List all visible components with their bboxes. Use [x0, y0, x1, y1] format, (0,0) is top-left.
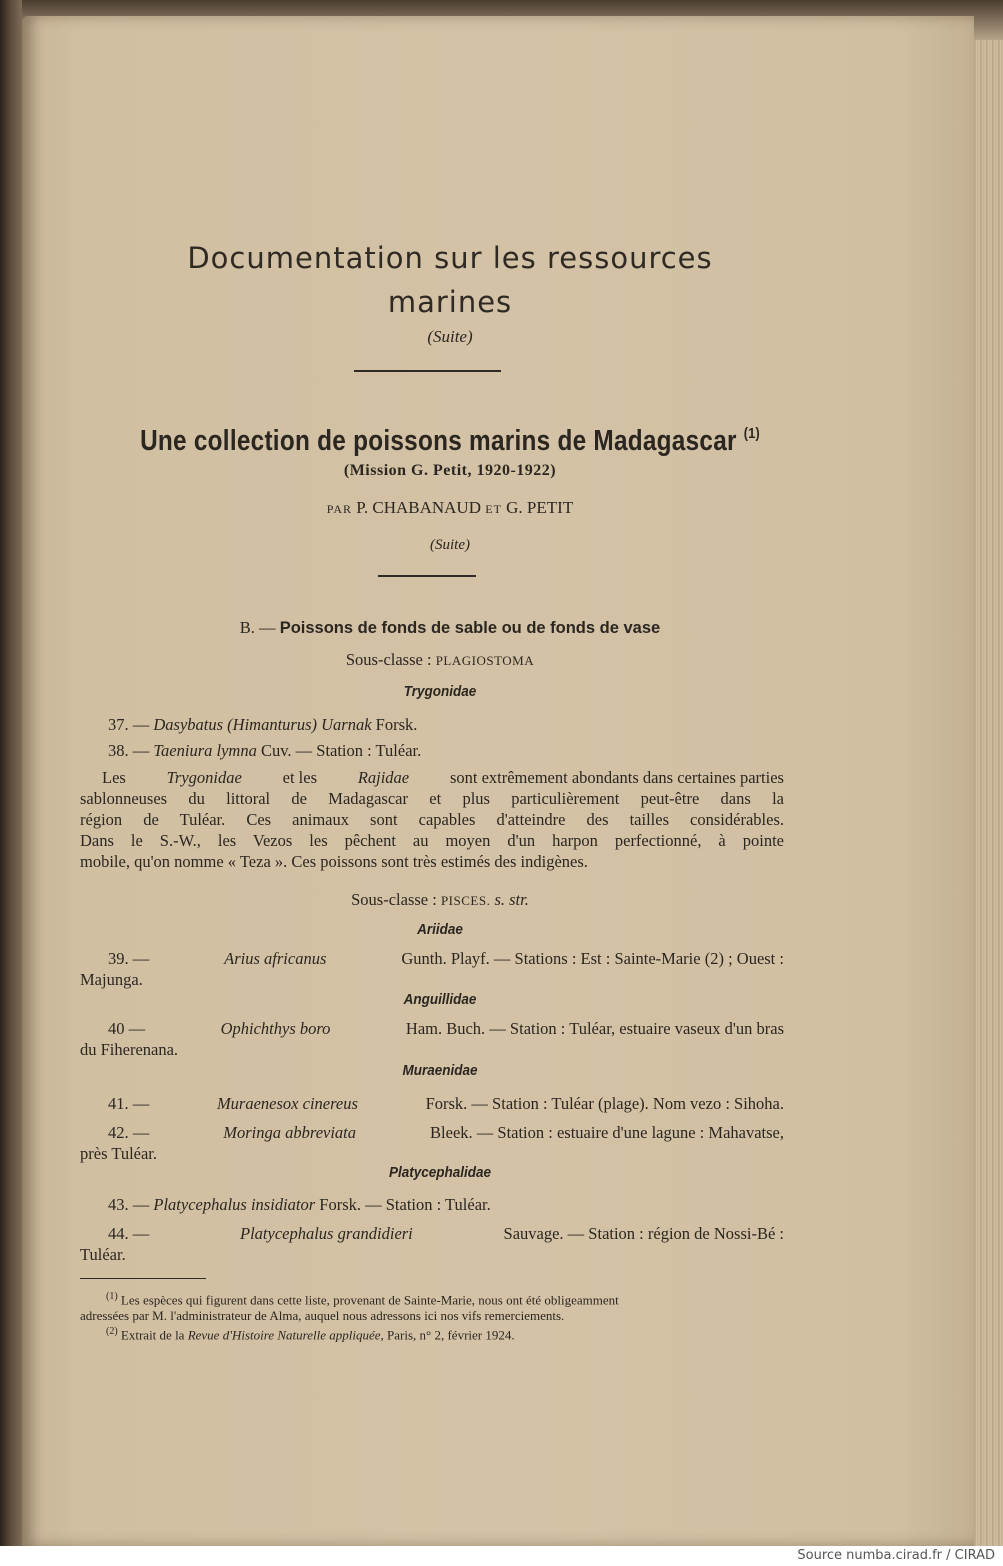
main-title: [80, 236, 820, 324]
species-name: Muraenesox cinereus: [216, 1094, 358, 1113]
entry-detail: Ham. Buch. — Station : Tuléar, estuaire vaseux d'un bras: [405, 1019, 784, 1038]
species-name: Dasybatus (Himanturus) Uarnak: [153, 715, 372, 734]
entry-38: [108, 741, 812, 761]
entry-44-line2: Tuléar.: [80, 1245, 126, 1264]
article-title: [131, 412, 769, 463]
main-title-line2: marines: [387, 285, 513, 319]
paragraph-line-2: sablonneuses du littoral de Madagascar et plus particulièrement peut-être dans la: [80, 789, 784, 808]
entry-39-line2: Majunga.: [80, 970, 143, 989]
entry-number: 41. —: [108, 1094, 150, 1113]
entry-number: 37. —: [108, 715, 150, 734]
entry-40-line1: [80, 1018, 784, 1039]
main-title-line1: Documentation sur les ressources: [187, 241, 713, 275]
footnotes: [80, 1289, 790, 1344]
entry-42-line1: [80, 1122, 784, 1143]
text-fragment: sont extrêmement abondants dans certaines parties: [449, 768, 784, 787]
entry-41-line1: [80, 1093, 784, 1114]
family-anguillidae: Anguillidae: [403, 991, 477, 1008]
entry-39-line1: [80, 948, 784, 969]
subclass-suffix: s. str.: [494, 890, 529, 909]
footnote-2-journal: Revue d'Histoire Naturelle appliquée,: [187, 1327, 384, 1343]
family-ariidae: Ariidae: [417, 921, 463, 938]
entry-detail: Forsk.: [375, 715, 418, 734]
entry-44-line1: [80, 1223, 784, 1244]
footnote-1-l1: Les espèces qui figurent dans cette liste, provenant de Sainte-Marie, nous ont été obligeamment: [120, 1292, 619, 1308]
entry-number: 42. —: [108, 1123, 150, 1142]
species-name: Platycephalus insidiator: [153, 1195, 316, 1214]
text-fragment: et les: [282, 768, 317, 787]
species-name: Taeniura lymna: [153, 741, 257, 760]
paragraph-line-3: région de Tuléar. Ces animaux sont capables d'atteindre des tailles considérables.: [80, 810, 784, 829]
entry-44: [80, 1223, 784, 1265]
text-fragment: Les: [102, 768, 126, 787]
entry-41: [80, 1093, 784, 1114]
entry-detail: Gunth. Playf. — Stations : Est : Sainte-Marie (2) ; Ouest :: [401, 949, 784, 968]
entry-37: [108, 715, 812, 735]
entry-42-line2: près Tuléar.: [80, 1144, 158, 1163]
section-title: Poissons de fonds de sable ou de fonds de vase: [279, 619, 661, 637]
entry-detail: Forsk. — Station : Tuléar (plage). Nom vezo : Sihoha.: [425, 1094, 784, 1113]
entry-detail: Cuv. — Station : Tuléar.: [260, 741, 422, 760]
family-muraenidae: Muraenidae: [402, 1062, 478, 1079]
entry-number: 44. —: [108, 1224, 150, 1243]
entry-number: 38. —: [108, 741, 150, 760]
footnote-1-line2: adressées par M. l'administrateur de Alma, auquel nous adressons ici nos vifs remerciements.: [80, 1308, 565, 1324]
entry-number: 43. —: [108, 1195, 150, 1214]
entry-40: [80, 1018, 784, 1060]
article-suite: (Suite): [430, 537, 470, 553]
article-title-text: Une collection de poissons marins de Madagascar: [140, 425, 737, 457]
family-trygonidae: Trygonidae: [403, 683, 477, 700]
source-caption: Source numba.cirad.fr / CIRAD: [797, 1548, 995, 1563]
author-1: P. CHABANAUD: [356, 498, 481, 517]
entry-43-line1: [80, 1194, 784, 1215]
and-word: ET: [485, 502, 502, 516]
text-fragment: Trygonidae: [166, 768, 242, 787]
footnote-2: [80, 1324, 790, 1343]
article-divider: [378, 575, 476, 577]
article-title-note: (1): [743, 425, 760, 442]
entry-43: [80, 1194, 784, 1215]
species-name: Arius africanus: [224, 949, 327, 968]
footnote-2-mark: (2): [106, 1326, 118, 1338]
entry-number: 40 —: [108, 1019, 146, 1038]
footnote-1-mark: (1): [106, 1291, 118, 1302]
mission-subtitle: (Mission G. Petit, 1920-1922): [343, 462, 557, 479]
text-fragment: Rajidae: [357, 768, 410, 787]
subclass-label: Sous-classe :: [345, 650, 432, 669]
authors-line: [80, 498, 820, 518]
entry-40-line2: du Fiherenana.: [80, 1040, 179, 1059]
species-name: Moringa abbreviata: [223, 1123, 357, 1142]
section-letter: B. —: [239, 618, 276, 637]
species-name: Ophichthys boro: [220, 1019, 331, 1038]
species-name: Platycephalus grandidieri: [240, 1224, 413, 1243]
family-platycephalidae: Platycephalidae: [388, 1164, 492, 1181]
paragraph-line-1: [80, 767, 784, 788]
entry-39: [80, 948, 784, 990]
subclass-label: Sous-classe :: [351, 890, 437, 909]
entry-detail: Bleek. — Station : estuaire d'une lagune : Mahavatse,: [430, 1123, 784, 1142]
entry-detail: Sauvage. — Station : région de Nossi-Bé :: [503, 1224, 784, 1243]
by-word: PAR: [326, 502, 353, 516]
subclass-name: PISCES.: [440, 893, 491, 908]
main-title-suite: (Suite): [427, 327, 473, 346]
entry-number: 39. —: [108, 949, 150, 968]
paragraph-line-4: Dans le S.-W., les Vezos les pêchent au moyen d'un harpon perfectionné, à pointe: [80, 831, 784, 850]
subclass-name: PLAGIOSTOMA: [435, 653, 535, 668]
paragraph-line-5: mobile, qu'on nomme « Teza ». Ces poissons sont très estimés des indigènes.: [80, 852, 588, 871]
subclass-plagiostoma: [70, 650, 810, 670]
footnote-1-text: [106, 1289, 619, 1308]
subclass-pisces: [70, 890, 810, 910]
author-2: G. PETIT: [506, 498, 574, 517]
page: [22, 16, 974, 1546]
entry-detail: Forsk. — Station : Tuléar.: [319, 1195, 491, 1214]
footnote-2-text: Extrait de la: [120, 1327, 185, 1343]
section-heading: [80, 618, 820, 638]
trygonidae-paragraph: [80, 767, 784, 872]
entry-42: [80, 1122, 784, 1164]
footnote-1-line1: [80, 1289, 790, 1308]
footnote-rule: [80, 1278, 206, 1279]
title-divider: [354, 370, 501, 372]
footnote-2-issue: Paris, n° 2, février 1924.: [387, 1327, 515, 1343]
